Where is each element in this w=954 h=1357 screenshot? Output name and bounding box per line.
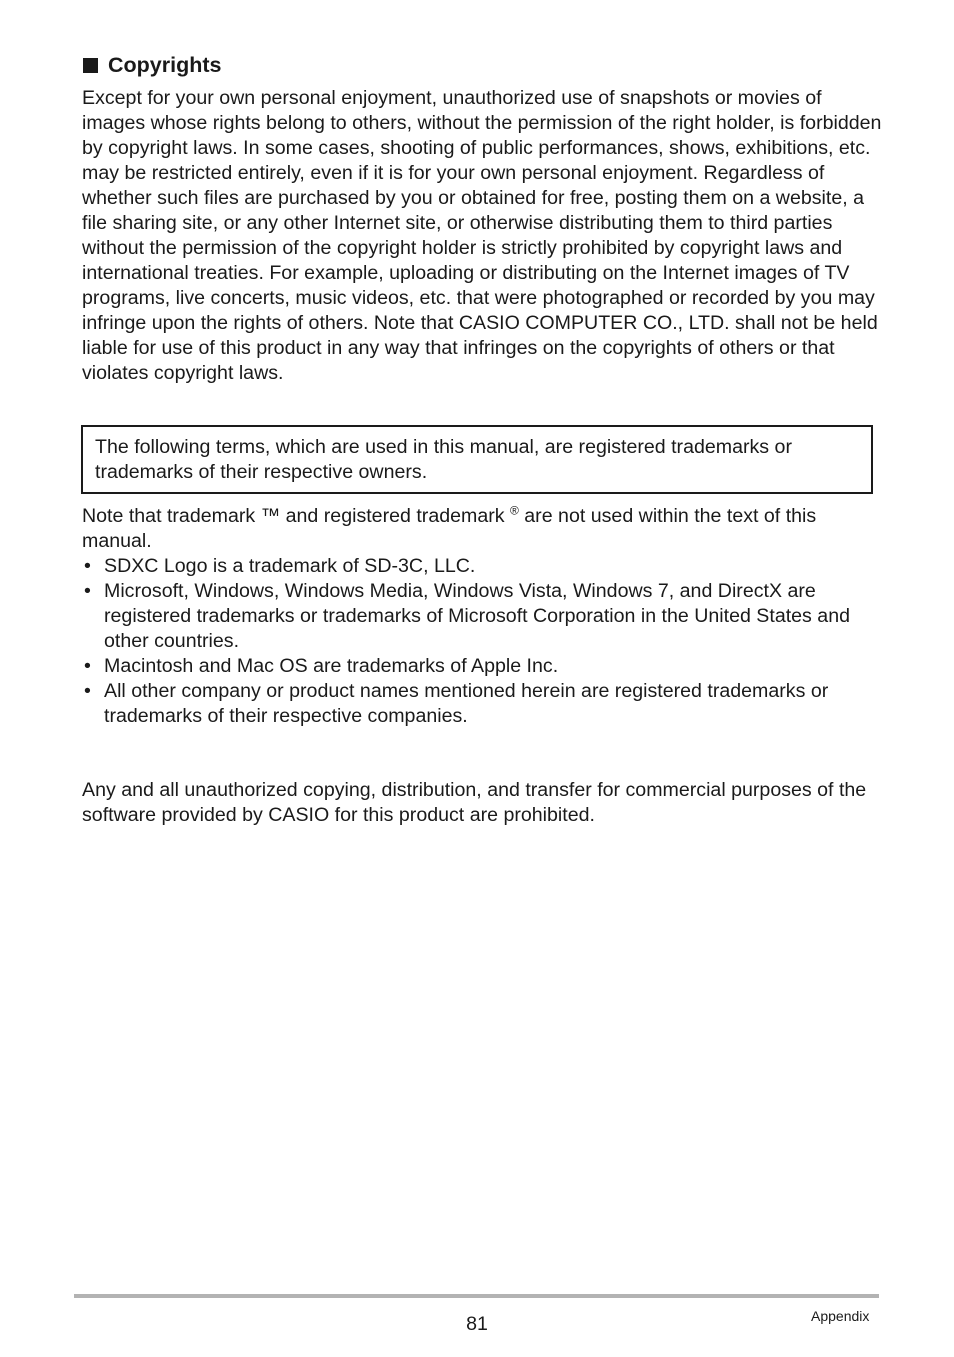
list-item (82, 679, 882, 729)
list-item-text: All other company or product names mentioned herein are registered trademarks or trademarks of their respective companies. (104, 680, 829, 727)
bullet: • (84, 655, 91, 677)
section-label: Appendix (811, 1308, 870, 1324)
bullet: • (84, 555, 91, 577)
list-item-text: Macintosh and Mac OS are trademarks of Apple Inc. (104, 655, 559, 677)
trademark-note (82, 504, 882, 554)
list-item (82, 654, 882, 679)
trademark-notice-text: The following terms, which are used in this manual, are registered trademarks or trademarks of their respective owners. (95, 436, 792, 483)
bullet: • (84, 580, 91, 602)
trademark-list (82, 554, 882, 729)
registered-symbol: ® (510, 503, 519, 518)
trademark-notice-box (81, 425, 873, 494)
bullet: • (84, 680, 91, 702)
software-paragraph: Any and all unauthorized copying, distribution, and transfer for commercial purposes of the software provided by CASIO for this product are prohibited. (82, 779, 867, 826)
footer-divider (74, 1294, 879, 1298)
list-item (82, 554, 882, 579)
trademark-note-part2: are not used within the text of this manual. (82, 505, 817, 552)
list-item (82, 579, 882, 654)
list-item-text: Microsoft, Windows, Windows Media, Windows Vista, Windows 7, and DirectX are registered trademarks or trademarks of Microsoft Corporation in the United States and other countries. (104, 580, 850, 652)
list-item-text: SDXC Logo is a trademark of SD-3C, LLC. (104, 555, 476, 577)
black-square-icon (83, 58, 98, 73)
page-number: 81 (466, 1313, 488, 1335)
copyright-paragraph: Except for your own personal enjoyment, unauthorized use of snapshots or movies of images whose rights belong to others, without the permission of the right holder, is forbidden by copyright laws. In some cases, shooting of public performances, shows, exhibitions, etc. may be restricted entirely, even if it is for your own personal enjoyment. Regardless of whether such files are purchased by you or obtained for free, posting them on a website, a file sharing site, or any other Internet site, or otherwise distributing them to third parties without the permission of the copyright holder is strictly prohibited by copyright laws and international treaties. For example, uploading or distributing on the Internet images of TV programs, live concerts, music videos, etc. that were photographed or recorded by you may infringe upon the rights of others. Note that CASIO COMPUTER CO., LTD. shall not be held liable for use of this product in any way that infringes on the copyrights of others or that violates copyright laws. (82, 87, 882, 384)
section-heading (83, 53, 221, 78)
trademark-note-part1: Note that trademark ™ and registered trademark (82, 505, 510, 527)
section-title: Copyrights (108, 53, 222, 77)
